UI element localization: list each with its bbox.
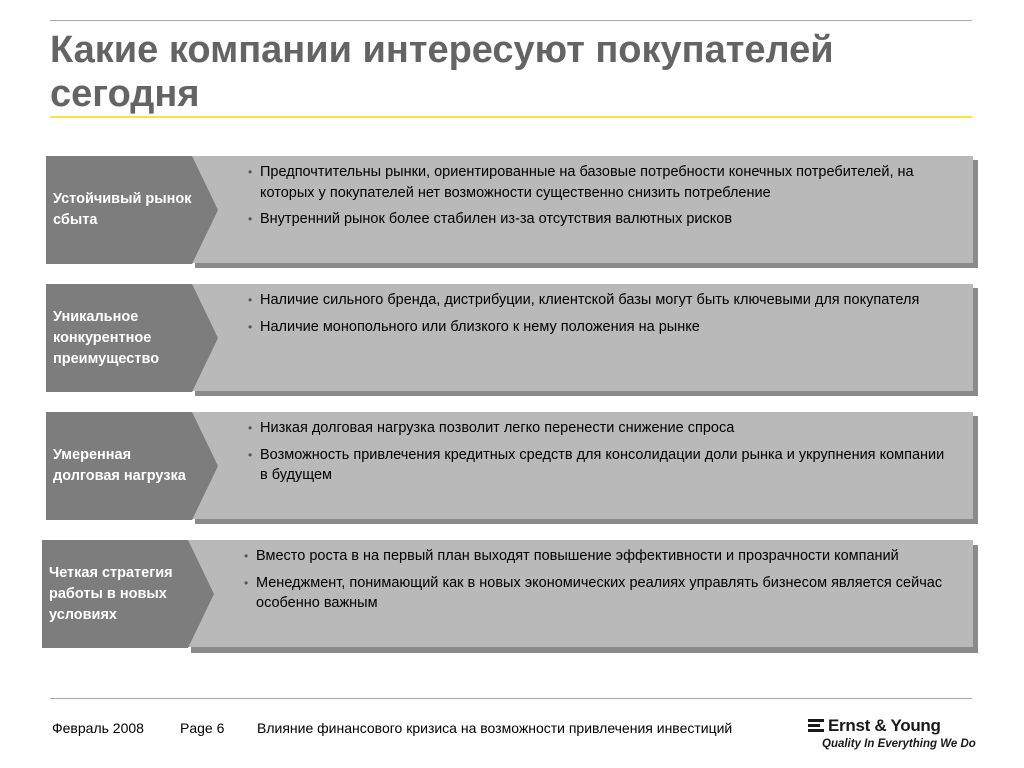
logo-wordmark — [808, 716, 976, 736]
footer-subject: Влияние финансового кризиса на возможности привлечения инвестиций — [257, 720, 733, 736]
bullet-list — [244, 546, 954, 620]
row-label-text: Умеренная долговая нагрузка — [53, 447, 186, 484]
bullet-list — [248, 418, 948, 492]
bullet-item: • Менеджмент, понимающий как в новых экономических реалиях управлять бизнесом является сейчас особенно важным — [244, 573, 954, 614]
bullet-item: • Вместо роста в на первый план выходят повышение эффективности и прозрачности компаний — [244, 546, 954, 567]
ernst-young-logo — [808, 716, 976, 750]
page-title: Какие компании интересуют покупателей сегодня — [50, 29, 834, 115]
footer-divider — [50, 698, 972, 699]
bullet-list — [248, 162, 948, 236]
bullet-item: • Низкая долговая нагрузка позволит легко перенести снижение спроса — [248, 418, 948, 439]
bullet-item: • Наличие сильного бренда, дистрибуции, клиентской базы могут быть ключевыми для покупателя — [248, 290, 958, 311]
chevron-arrow-icon — [192, 284, 218, 392]
row-label-text: Уникальное конкурентное преимущество — [53, 308, 160, 367]
bullet-item: • Внутренний рынок более стабилен из-за отсутствия валютных рисков — [248, 209, 948, 230]
footer-page-number: Page 6 — [180, 720, 225, 736]
row-label — [46, 156, 192, 264]
bullet-item: • Наличие монопольного или близкого к нему положения на рынке — [248, 317, 958, 338]
chevron-arrow-icon — [188, 540, 214, 648]
chevron-arrow-icon — [192, 156, 218, 264]
top-divider — [50, 20, 972, 21]
bullet-item: • Возможность привлечения кредитных средств для консолидации доли рынка и укрупнения компании в будущем — [248, 445, 948, 486]
footer-date: Февраль 2008 — [52, 720, 144, 736]
bullet-list — [248, 290, 958, 343]
logo-name: Ernst & Young — [828, 716, 941, 735]
bullet-item: • Предпочтительны рынки, ориентированные на базовые потребности конечных потребителей, на которых у покупателей нет возможности существенно снизить потребление — [248, 162, 948, 203]
logo-bars-icon — [808, 718, 824, 734]
row-label — [42, 540, 188, 648]
row-label — [46, 284, 192, 392]
row-label-text: Четкая стратегия работы в новых условиях — [49, 564, 173, 623]
title-underline — [50, 116, 972, 118]
row-label — [46, 412, 192, 520]
logo-tagline: Quality In Everything We Do — [822, 738, 976, 750]
chevron-arrow-icon — [192, 412, 218, 520]
row-label-text: Устойчивый рынок сбыта — [53, 191, 192, 228]
